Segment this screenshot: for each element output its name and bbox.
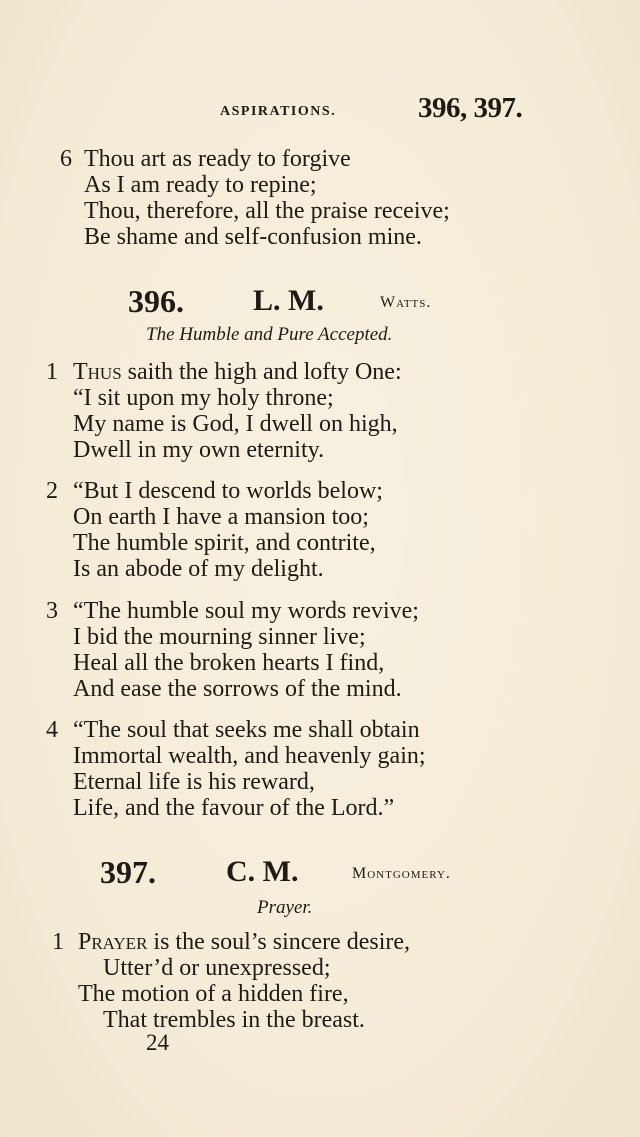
verse-line	[78, 929, 410, 955]
verse-first-word: Thus	[73, 359, 122, 385]
verse-line: “But I descend to worlds below;	[73, 478, 383, 504]
verse-line: Is an abode of my delight.	[73, 556, 324, 582]
verse-line: “I sit upon my holy throne;	[73, 385, 334, 411]
hymn-author: Watts.	[380, 294, 432, 311]
verse-number: 4	[46, 717, 58, 743]
verse-line: Thou art as ready to forgive	[84, 146, 351, 172]
verse-line: The humble spirit, and contrite,	[73, 530, 376, 556]
verse-number: 2	[46, 478, 58, 504]
verse-line: “The humble soul my words revive;	[73, 598, 419, 624]
verse-first-rest: saith the high and lofty One:	[121, 359, 402, 385]
verse-line: Heal all the broken hearts I find,	[73, 650, 385, 676]
verse-first-rest: is the soul’s sincere desire,	[147, 929, 411, 955]
verse-line: On earth I have a mansion too;	[73, 504, 369, 530]
verse-line: Immortal wealth, and heavenly gain;	[73, 743, 426, 769]
verse-number: 1	[52, 929, 64, 955]
hymn-subtitle: The Humble and Pure Accepted.	[146, 324, 393, 345]
verse-line: The motion of a hidden fire,	[78, 981, 349, 1007]
running-header-hymn-numbers: 396, 397.	[418, 92, 523, 124]
verse-line: Dwell in my own eternity.	[73, 437, 325, 463]
verse-number: 1	[46, 359, 58, 385]
verse-number: 3	[46, 598, 58, 624]
verse-line: Utter’d or unexpressed;	[103, 955, 331, 981]
verse-line: “The soul that seeks me shall obtain	[73, 717, 420, 743]
verse-line: That trembles in the breast.	[103, 1007, 365, 1033]
hymn-number: 396.	[128, 283, 184, 319]
verse-line: And ease the sorrows of the mind.	[73, 676, 402, 702]
hymn-meter: C. M.	[226, 855, 299, 888]
verse-line: I bid the mourning sinner live;	[73, 624, 366, 650]
verse-line: Eternal life is his reward,	[73, 769, 315, 795]
hymn-meter: L. M.	[253, 284, 324, 317]
hymn-number: 397.	[100, 854, 156, 890]
verse-number: 6	[60, 146, 72, 172]
verse-line: Life, and the favour of the Lord.”	[73, 795, 395, 821]
page-number: 24	[146, 1030, 169, 1055]
verse-first-word: Prayer	[78, 929, 148, 955]
running-header-title: ASPIRATIONS.	[220, 104, 337, 119]
hymn-subtitle: Prayer.	[257, 897, 313, 918]
hymn-author: Montgomery.	[352, 865, 451, 882]
verse-line: Be shame and self-confusion mine.	[84, 224, 422, 250]
verse-line: As I am ready to repine;	[84, 172, 317, 198]
verse-line: My name is God, I dwell on high,	[73, 411, 398, 437]
verse-line	[73, 359, 402, 385]
verse-line: Thou, therefore, all the praise receive;	[84, 198, 450, 224]
